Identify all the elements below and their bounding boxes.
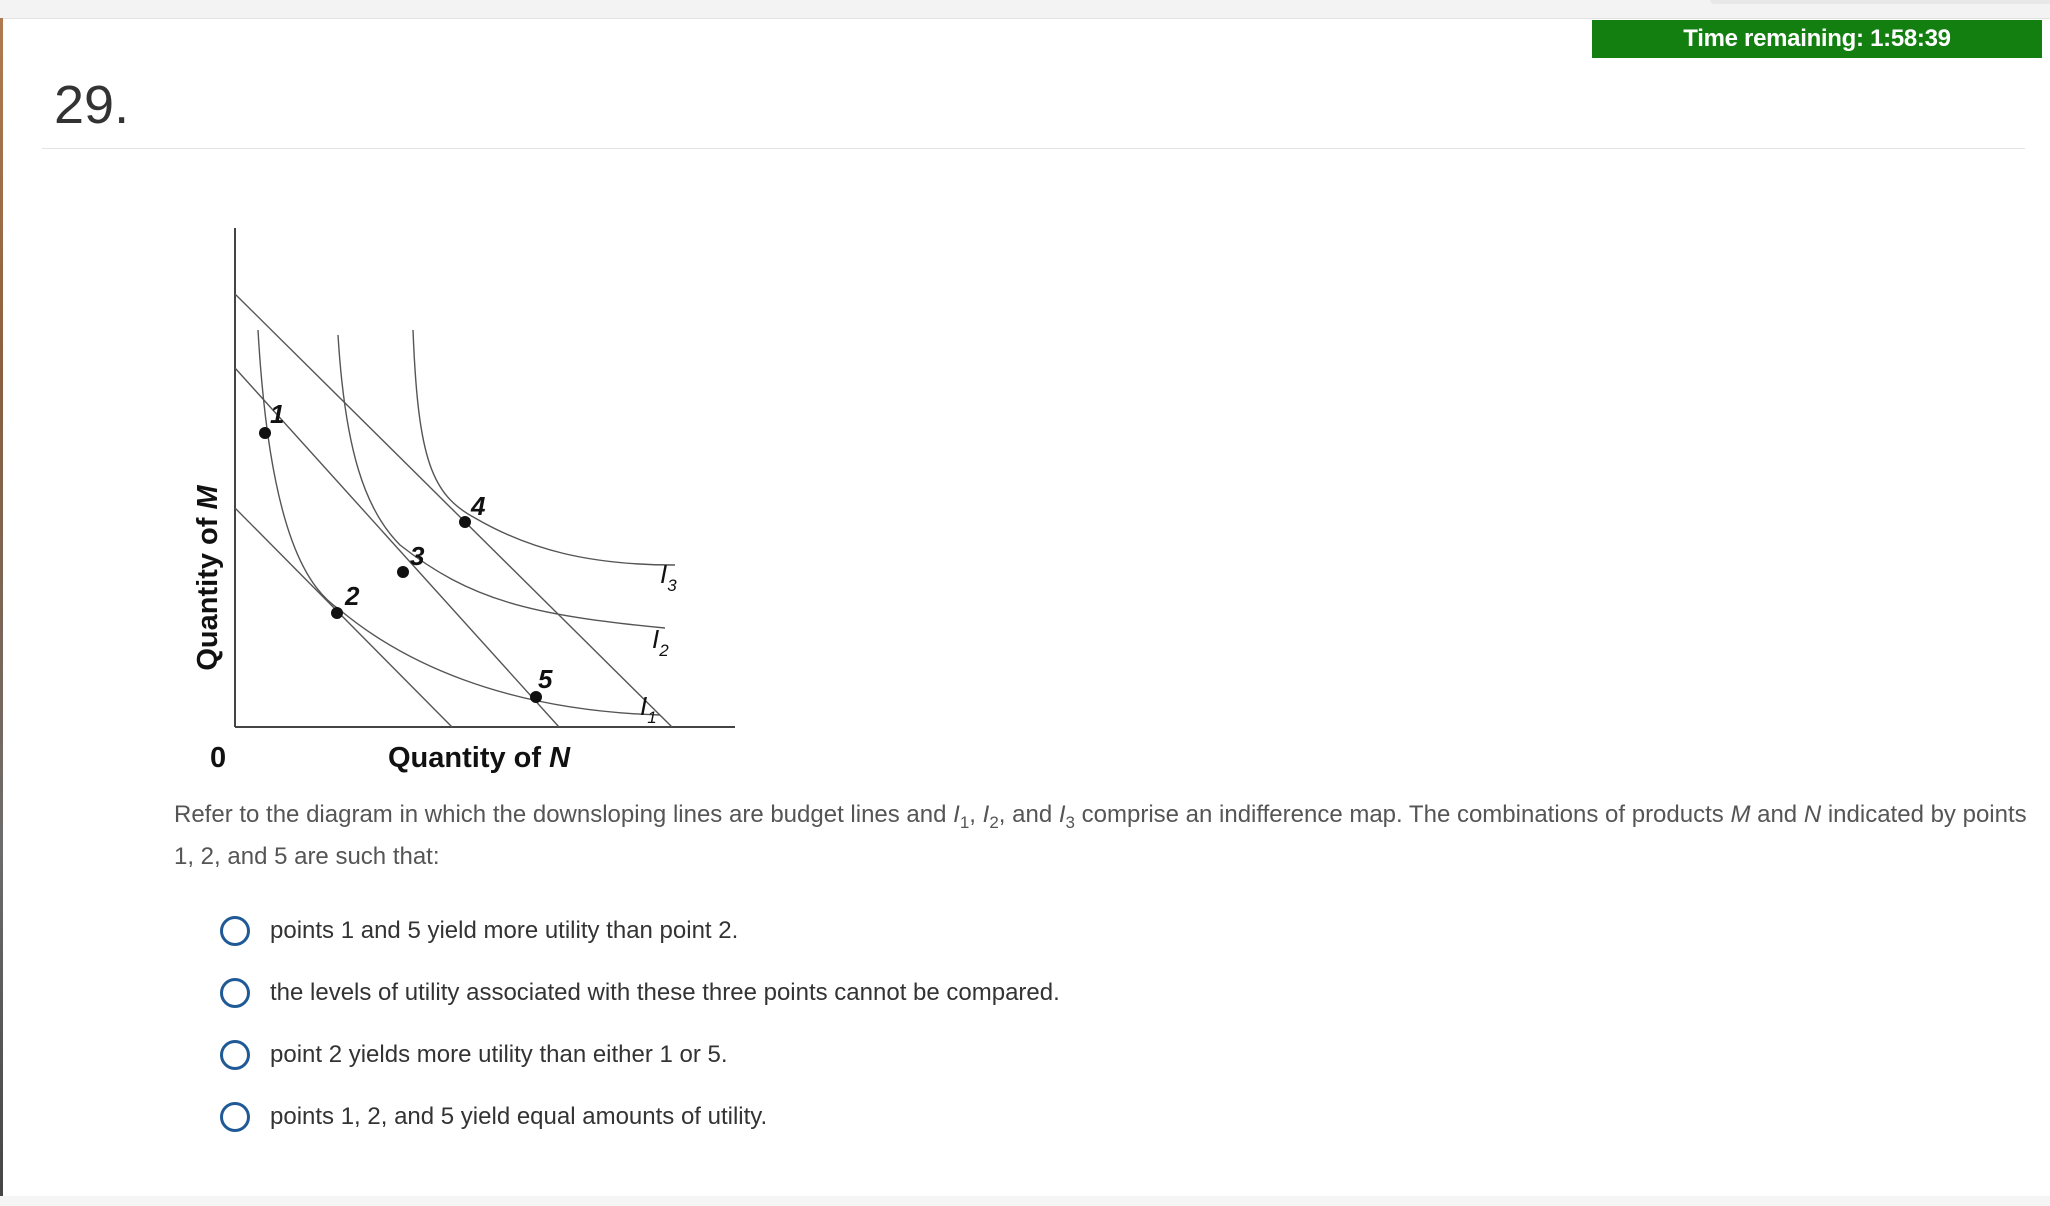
answer-choice-a-label[interactable]: points 1 and 5 yield more utility than point 2.: [270, 917, 739, 944]
answer-choice-d-label[interactable]: points 1, 2, and 5 yield equal amounts of utility.: [270, 1103, 768, 1130]
question-number: 29.: [54, 75, 130, 135]
indifference-map-svg: [170, 210, 770, 780]
point-3-marker: [397, 566, 409, 578]
point-2-label: 2: [345, 581, 360, 611]
answer-choice-b-label[interactable]: the levels of utility associated with these three points cannot be compared.: [270, 979, 1060, 1006]
point-3-label: 3: [410, 541, 425, 571]
x-axis-label: Quantity of N: [388, 742, 571, 774]
answer-choice-d[interactable]: [220, 1086, 1620, 1148]
radio-button-a[interactable]: [220, 916, 250, 946]
point-4-label: 4: [471, 491, 486, 521]
radio-button-b[interactable]: [220, 978, 250, 1008]
top-bar-tab: [1710, 0, 2050, 4]
answer-choice-b[interactable]: [220, 962, 1620, 1024]
answer-choices: [220, 900, 1620, 1148]
radio-button-c[interactable]: [220, 1040, 250, 1070]
curve-label-i2: $I_2$: [652, 624, 669, 660]
answer-choice-c-label[interactable]: point 2 yields more utility than either 1 or 5.: [270, 1041, 728, 1068]
indifference-map-figure: [170, 210, 770, 780]
point-5-label: 5: [538, 664, 553, 694]
origin-label: 0: [210, 742, 227, 774]
indifference-curve-i1: [258, 330, 660, 715]
header-divider: [42, 148, 2025, 149]
radio-button-d[interactable]: [220, 1102, 250, 1132]
point-2-marker: [331, 607, 343, 619]
window-left-edge: [0, 18, 3, 1206]
y-axis-label: Quantity of M: [192, 485, 224, 671]
indifference-curve-i3: [413, 330, 675, 565]
browser-top-bar: [0, 0, 2050, 19]
point-1-label: 1: [270, 399, 285, 429]
curve-label-i1: $I_1$: [640, 691, 657, 727]
time-remaining-text: Time remaining: 1:58:39: [1683, 25, 1951, 52]
bottom-strip: [0, 1196, 2050, 1206]
time-remaining-badge: [1592, 20, 2042, 58]
answer-choice-c[interactable]: [220, 1024, 1620, 1086]
answer-choice-a[interactable]: [220, 900, 1620, 962]
curve-label-i3: $I_3$: [660, 559, 677, 595]
question-text: Refer to the diagram in which the downsloping lines are budget lines and $I_1$, $I_2$, and $I_3$ comprise an indifference map. The combinations of products M and N indicated by points 1, 2, and 5 are such that:: [174, 801, 2027, 870]
indifference-curve-i2: [338, 335, 665, 628]
point-4-marker: [459, 516, 471, 528]
budget-line-3: [235, 294, 672, 727]
